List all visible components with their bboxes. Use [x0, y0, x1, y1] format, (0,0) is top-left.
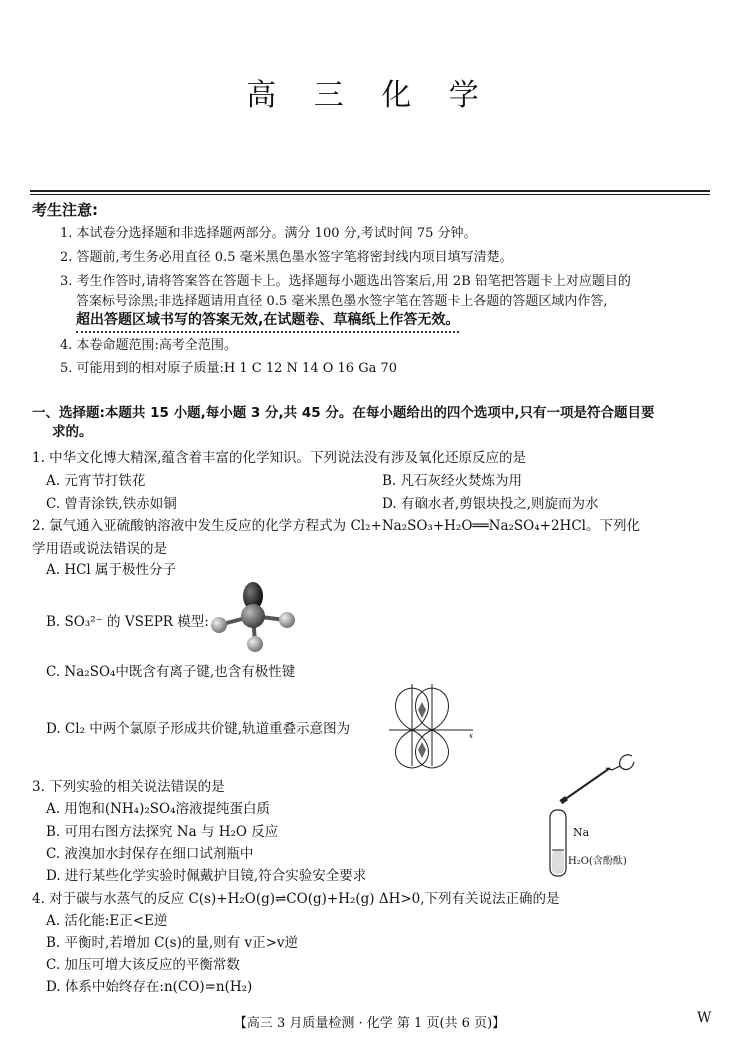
notice-line-3-emphasis: 超出答题区域书写的答案无效,在试题卷、草稿纸上作答无效。 [76, 312, 459, 333]
q2-option-b: B. SO₃²⁻ 的 VSEPR 模型: [46, 614, 209, 630]
q1-option-b: B. 凡石灰经火焚炼为用 [382, 473, 523, 489]
section-heading: 一、选择题:本题共 15 小题,每小题 3 分,共 45 分。在每小题给出的四个选项中,只有一项是符合题目要 [32, 405, 655, 421]
footer-code: W [697, 1010, 712, 1026]
q4-stem: 4. 对于碳与水蒸气的反应 C(s)+H₂O(g)⇌CO(g)+H₂(g) ΔH>0,下列有关说法正确的是 [32, 891, 560, 907]
notice-line-1: 1. 本试卷分选择题和非选择题两部分。满分 100 分,考试时间 75 分钟。 [60, 226, 477, 241]
section-heading-cont: 求的。 [52, 424, 93, 440]
q2-option-a: A. HCl 属于极性分子 [46, 562, 177, 578]
q1-option-a: A. 元宵节打铁花 [46, 473, 146, 489]
svg-text:x: x [469, 732, 473, 740]
page-footer: 【高三 3 月质量检测 · 化学 第 1 页(共 6 页)】 [233, 1016, 506, 1031]
fig-label-water: H₂O(含酚酞) [568, 856, 627, 867]
q4-option-a: A. 活化能:E正<E逆 [46, 913, 168, 929]
notice-line-3: 3. 考生作答时,请将答案答在答题卡上。选择题每小题选出答案后,用 2B 铅笔把答题卡上对应题目的 [60, 274, 631, 289]
q2-stem: 2. 氯气通入亚硫酸钠溶液中发生反应的化学方程式为 Cl₂+Na₂SO₃+H₂O══Na₂SO₄+2HCl。下列化 [32, 518, 640, 534]
notice-line-4: 4. 本卷命题范围:高考全范围。 [60, 338, 237, 353]
q3-option-a: A. 用饱和(NH₄)₂SO₄溶液提纯蛋白质 [46, 801, 271, 817]
notice-line-3-cont: 答案标号涂黑;非选择题请用直径 0.5 毫米黑色墨水签字笔在答题卡上各题的答题区域内作答, [76, 294, 608, 309]
q3-stem: 3. 下列实验的相关说法错误的是 [32, 779, 225, 795]
q2-stem-cont: 学用语或说法错误的是 [32, 541, 167, 557]
q1-option-d: D. 有硇水者,剪银块投之,则旋而为水 [382, 496, 599, 512]
q1-option-c: C. 曾青涂铁,铁赤如铜 [46, 496, 177, 512]
q4-option-d: D. 体系中始终存在:n(CO)=n(H₂) [46, 979, 253, 995]
q3-option-c: C. 液溴加水封保存在细口试剂瓶中 [46, 846, 254, 862]
fig-label-na: Na [573, 826, 590, 839]
header-rule-thick [30, 190, 710, 192]
notice-heading: 考生注意: [32, 201, 98, 219]
notice-line-5: 5. 可能用到的相对原子质量:H 1 C 12 N 14 O 16 Ga 70 [60, 361, 397, 376]
q3-option-b: B. 可用右图方法探究 Na 与 H₂O 反应 [46, 824, 279, 840]
q1-stem: 1. 中华文化博大精深,蕴含着丰富的化学知识。下列说法没有涉及氧化还原反应的是 [32, 450, 526, 466]
header-rule-thin [30, 194, 710, 195]
q2-option-d: D. Cl₂ 中两个氯原子形成共价键,轨道重叠示意图为 [46, 721, 351, 737]
q3-option-d: D. 进行某些化学实验时佩戴护目镜,符合实验安全要求 [46, 868, 367, 884]
q4-option-b: B. 平衡时,若增加 C(s)的量,则有 v正>v逆 [46, 935, 299, 951]
notice-line-2: 2. 答题前,考生务必用直径 0.5 毫米黑色墨水签字笔将密封线内项目填写清楚。 [60, 250, 513, 265]
page-title: 高 三 化 学 [246, 78, 493, 113]
vsepr-model-figure [205, 578, 300, 658]
orbital-overlap-figure [385, 680, 477, 770]
q4-option-c: C. 加压可增大该反应的平衡常数 [46, 957, 240, 973]
q2-option-c: C. Na₂SO₄中既含有离子键,也含有极性键 [46, 664, 296, 680]
